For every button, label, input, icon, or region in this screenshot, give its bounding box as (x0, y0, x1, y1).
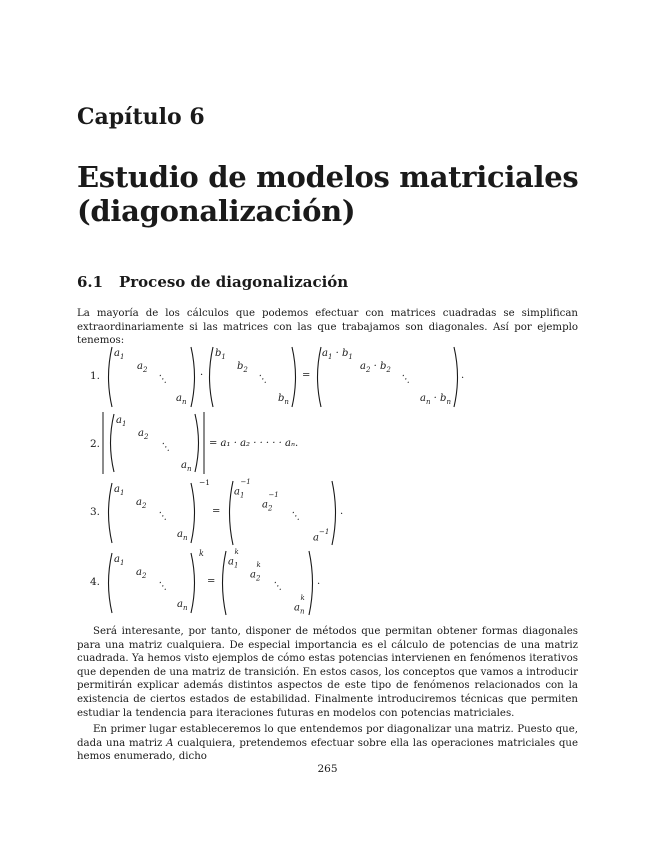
power-exponent: k (199, 549, 204, 558)
matrix-variable: A (166, 737, 174, 749)
right-paren (453, 346, 461, 408)
right-paren (190, 482, 198, 544)
diagonal-dots: ⋱ (157, 581, 167, 592)
diagonal-dots: ⋱ (160, 442, 170, 453)
matrix-entry: $a_1$ (114, 348, 125, 361)
right-paren (291, 346, 299, 408)
right-paren (194, 413, 202, 473)
section-number: 6.1 (77, 273, 104, 291)
right-paren (190, 346, 198, 408)
right-paren (308, 550, 316, 616)
page-number: 265 (317, 763, 338, 775)
matrix-entry: $a_n^k$ (294, 594, 305, 616)
left-paren (219, 550, 227, 616)
left-paren (226, 480, 234, 546)
paragraph-3-text-b: cualquiera, pretendemos efectuar sobre ella las operaciones matriciales que hemos enumerado, dicho (77, 737, 578, 763)
body-paragraph-3 (77, 723, 578, 764)
matrix-entry: $a_n \cdot b_n$ (420, 393, 451, 406)
section-heading (77, 273, 348, 291)
left-paren (105, 552, 113, 614)
equals-sign: = (212, 506, 221, 517)
matrix-entry: $b_2$ (237, 361, 248, 374)
matrix-entry: $a_1$ (114, 484, 125, 497)
left-paren (314, 346, 322, 408)
right-paren (190, 552, 198, 614)
determinant-bar-right (203, 412, 206, 474)
matrix-entry: $a_2^k$ (250, 561, 261, 583)
dot-operator: · (200, 370, 204, 381)
equation-number-3: 3. (90, 506, 101, 518)
chapter-title-line-1: Estudio de modelos matriciales (77, 160, 579, 194)
matrix-entry: $a_2^{-1}$ (262, 491, 279, 513)
matrix-entry: $a_1$ (116, 415, 127, 428)
matrix-entry: $a_1^{-1}$ (234, 478, 251, 500)
right-paren (331, 480, 339, 546)
matrix-entry: $a_n$ (176, 393, 187, 406)
matrix-entry: $a_1^k$ (228, 548, 239, 570)
chapter-title-line-2: (diagonalización) (77, 194, 356, 228)
period: . (340, 506, 344, 517)
equals-sign: = (302, 370, 311, 381)
diagonal-dots: ⋱ (157, 374, 167, 385)
section-title: Proceso de diagonalización (119, 273, 349, 291)
period: . (461, 370, 465, 381)
left-paren (206, 346, 214, 408)
diagonal-dots: ⋱ (257, 374, 267, 385)
paragraph-3-text-a: En primer lugar estableceremos lo que entendemos por diagonalizar una matriz. Puesto que, dada una matriz (77, 724, 578, 749)
matrix-entry: $a^{-1}$ (313, 528, 330, 544)
matrix-entry: $a_2$ (138, 428, 149, 441)
matrix-entry: $b_n$ (278, 393, 289, 406)
equation-number-4: 4. (90, 576, 101, 588)
inverse-exponent: −1 (199, 478, 211, 487)
matrix-entry: $a_2 \cdot b_2$ (360, 361, 391, 374)
equation-number-2: 2. (90, 438, 101, 450)
determinant-product: = a₁ · a₂ · · · · · aₙ. (209, 438, 299, 449)
determinant-bar-left (102, 412, 105, 474)
intro-paragraph: La mayoría de los cálculos que podemos efectuar con matrices cuadradas se simplifican extraordinariamente si las matrices con las que trabajamos son diagonales. Así por ejemplo tenemos: (77, 308, 578, 347)
diagonal-dots: ⋱ (400, 374, 410, 385)
left-paren (107, 413, 115, 473)
chapter-label: Capítulo 6 (77, 104, 205, 130)
matrix-entry: $a_2$ (136, 567, 147, 580)
matrix-entry: $a_n$ (181, 460, 192, 473)
diagonal-dots: ⋱ (272, 581, 282, 592)
diagonal-dots: ⋱ (157, 511, 167, 522)
left-paren (105, 482, 113, 544)
equals-sign: = (207, 576, 216, 587)
diagonal-dots: ⋱ (290, 511, 300, 522)
matrix-entry: $a_2$ (136, 497, 147, 510)
body-paragraph-2: Será interesante, por tanto, disponer de métodos que permitan obtener formas diagonales para una matriz cualquiera. De especial importancia es el cálculo de potencias de una matriz cuadrada. Ya hemos visto ejemplos de cómo estas potencias intervienen en fenómenos iterativos que dependen de una matriz de transición. En estos casos, los conceptos que vamos a introducir permitirán explicar además distintos aspectos de este tipo de fenómenos relacionados con la existencia de ciertos estados de estabilidad. Finalmente introduciremos técnicas que permiten estudiar la tendencia para iteraciones futuras en modelos con potencias matriciales. (77, 626, 578, 719)
matrix-entry: $a_1$ (114, 554, 125, 567)
equation-number-1: 1. (90, 370, 101, 382)
left-paren (105, 346, 113, 408)
matrix-entry: $a_1 \cdot b_1$ (322, 348, 353, 361)
period: . (317, 576, 321, 587)
matrix-entry: $a_n$ (177, 599, 188, 612)
matrix-entry: $a_2$ (137, 361, 148, 374)
matrix-entry: $b_1$ (215, 348, 226, 361)
matrix-entry: $a_n$ (177, 529, 188, 542)
